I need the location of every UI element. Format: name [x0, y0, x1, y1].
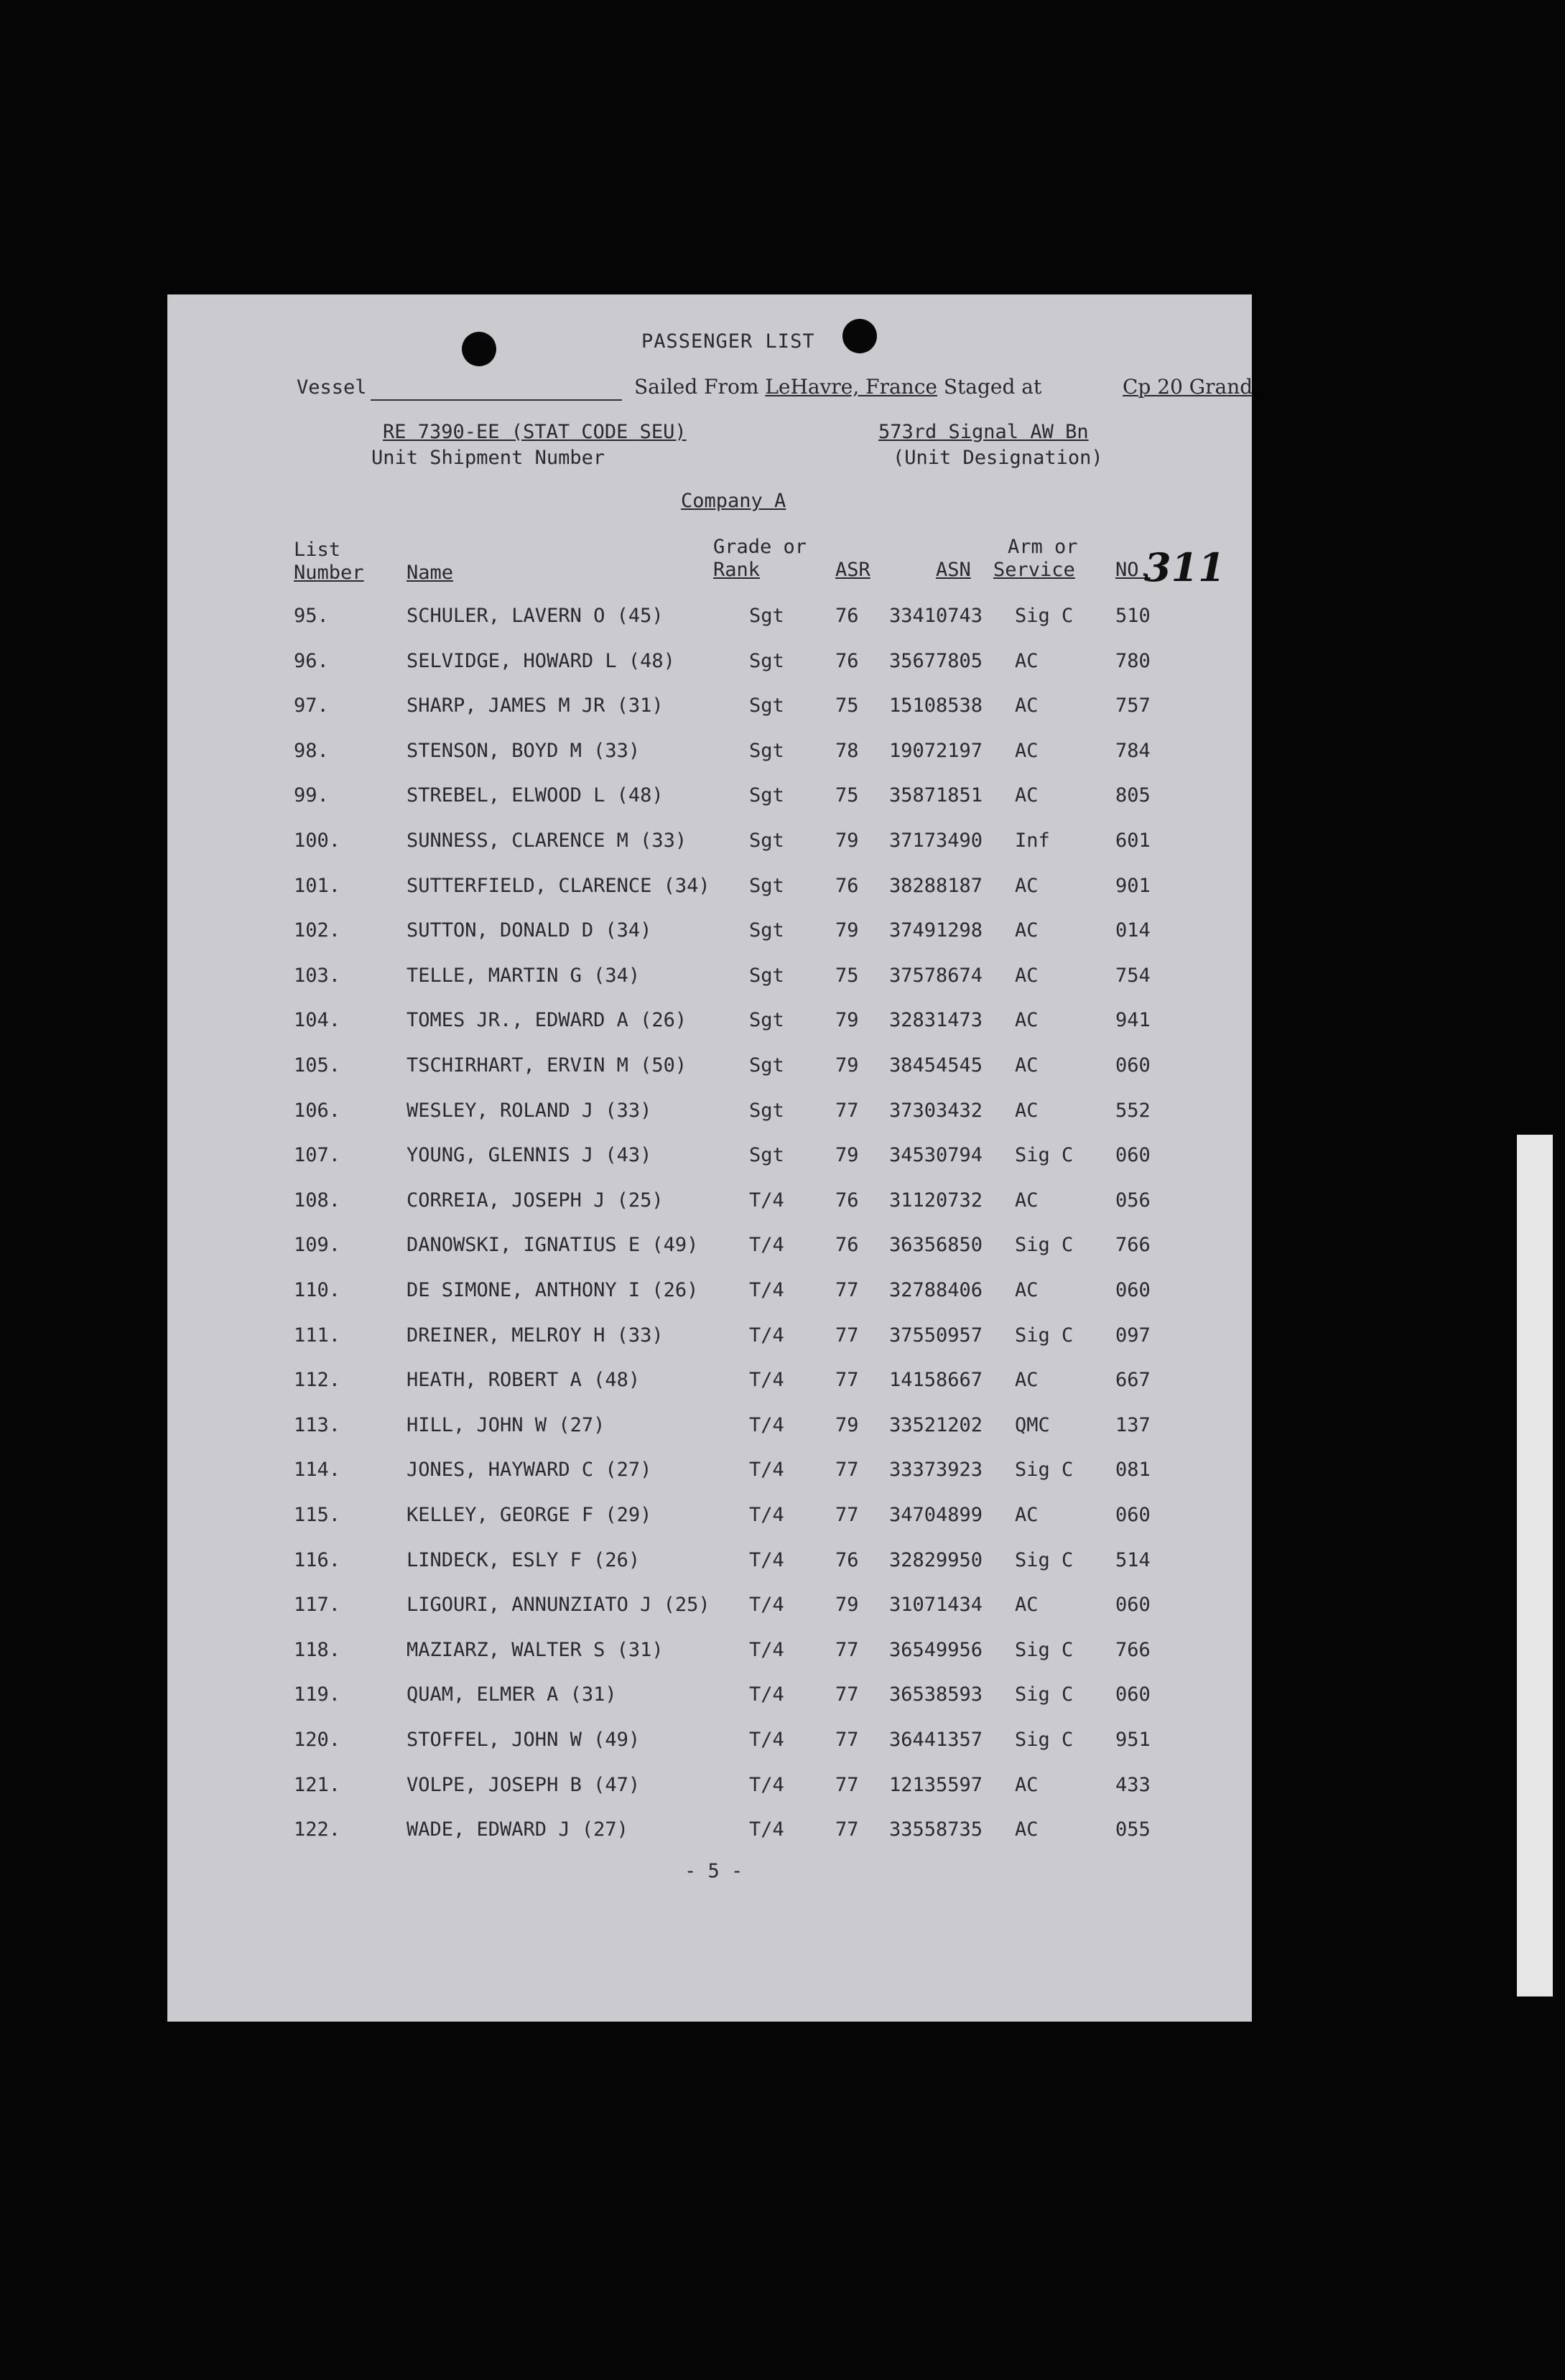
cell-grade: T/4	[749, 1189, 784, 1212]
cell-grade: T/4	[749, 1729, 784, 1751]
cell-num: 120.	[294, 1729, 341, 1751]
table-row	[167, 1459, 1252, 1500]
cell-grade: T/4	[749, 1548, 784, 1571]
cell-asn: 36538593	[889, 1683, 983, 1706]
cell-no: 601	[1115, 829, 1151, 852]
page-stamp-number: 311	[1144, 544, 1225, 590]
cell-no: 056	[1115, 1189, 1151, 1212]
table-row	[167, 1369, 1252, 1410]
col-header-asr: ASR	[835, 559, 870, 581]
document-title: PASSENGER LIST	[641, 330, 815, 353]
table-row	[167, 1234, 1252, 1275]
cell-asn: 37173490	[889, 829, 983, 852]
cell-grade: Sgt	[749, 1099, 784, 1122]
table-row	[167, 1144, 1252, 1186]
cell-asn: 38288187	[889, 874, 983, 897]
cell-no: 137	[1115, 1413, 1151, 1436]
cell-num: 101.	[294, 874, 341, 897]
cell-name: SUTTERFIELD, CLARENCE (34)	[407, 874, 710, 897]
cell-arm: AC	[1015, 1504, 1039, 1526]
cell-no: 097	[1115, 1324, 1151, 1347]
cell-asr: 77	[835, 1369, 859, 1392]
cell-asr: 77	[835, 1504, 859, 1526]
cell-no: 667	[1115, 1369, 1151, 1392]
col-header-grade-line1: Grade or	[713, 536, 807, 558]
cell-name: KELLEY, GEORGE F (29)	[407, 1504, 652, 1526]
cell-name: WESLEY, ROLAND J (33)	[407, 1099, 652, 1122]
cell-asn: 19072197	[889, 739, 983, 762]
table-row	[167, 1774, 1252, 1816]
cell-num: 119.	[294, 1683, 341, 1706]
cell-num: 115.	[294, 1504, 341, 1526]
cell-grade: T/4	[749, 1234, 784, 1257]
cell-no: 060	[1115, 1594, 1151, 1617]
cell-num: 105.	[294, 1054, 341, 1077]
table-row	[167, 1549, 1252, 1591]
cell-num: 97.	[294, 694, 329, 717]
table-row	[167, 1009, 1252, 1051]
cell-asr: 76	[835, 1189, 859, 1212]
cell-asn: 31071434	[889, 1594, 983, 1617]
cell-arm: AC	[1015, 1009, 1039, 1032]
cell-arm: Inf	[1015, 829, 1050, 852]
cell-num: 116.	[294, 1548, 341, 1571]
cell-grade: Sgt	[749, 605, 784, 627]
cell-grade: Sgt	[749, 919, 784, 942]
col-header-list-line1: List	[294, 539, 341, 561]
cell-grade: T/4	[749, 1638, 784, 1661]
cell-asr: 77	[835, 1773, 859, 1796]
cell-num: 111.	[294, 1324, 341, 1347]
col-header-no: NO.	[1115, 559, 1151, 581]
vessel-label: Vessel	[297, 376, 367, 399]
table-row	[167, 784, 1252, 826]
cell-grade: Sgt	[749, 964, 784, 987]
cell-asr: 75	[835, 784, 859, 807]
cell-grade: T/4	[749, 1279, 784, 1301]
cell-asn: 36441357	[889, 1729, 983, 1751]
col-header-arm-line2: Service	[993, 559, 1075, 581]
cell-name: HILL, JOHN W (27)	[407, 1413, 605, 1436]
cell-grade: Sgt	[749, 649, 784, 672]
cell-arm: AC	[1015, 1818, 1039, 1841]
cell-no: 901	[1115, 874, 1151, 897]
cell-asn: 32788406	[889, 1279, 983, 1301]
cell-asr: 77	[835, 1638, 859, 1661]
col-header-arm-line1: Arm or	[1008, 536, 1078, 558]
cell-no: 941	[1115, 1009, 1151, 1032]
table-row	[167, 605, 1252, 646]
cell-arm: QMC	[1015, 1413, 1050, 1436]
cell-arm: Sig C	[1015, 1234, 1074, 1257]
cell-num: 106.	[294, 1099, 341, 1122]
cell-name: MAZIARZ, WALTER S (31)	[407, 1638, 664, 1661]
cell-num: 103.	[294, 964, 341, 987]
staged-value: Cp 20 Grand	[1123, 375, 1253, 399]
table-row	[167, 1594, 1252, 1635]
cell-num: 102.	[294, 919, 341, 942]
col-header-name: Name	[407, 562, 454, 584]
cell-arm: AC	[1015, 1099, 1039, 1122]
unit-shipment-number: RE 7390-EE (STAT CODE SEU)	[383, 421, 687, 443]
cell-arm: Sig C	[1015, 605, 1074, 627]
cell-asn: 37550957	[889, 1324, 983, 1347]
cell-num: 104.	[294, 1009, 341, 1032]
cell-asr: 79	[835, 1594, 859, 1617]
table-row	[167, 694, 1252, 736]
cell-asr: 76	[835, 605, 859, 627]
table-row	[167, 1729, 1252, 1770]
cell-asr: 79	[835, 1413, 859, 1436]
cell-asn: 37491298	[889, 919, 983, 942]
cell-asr: 76	[835, 874, 859, 897]
table-row	[167, 1504, 1252, 1545]
cell-name: LINDECK, ESLY F (26)	[407, 1548, 641, 1571]
cell-arm: Sig C	[1015, 1144, 1074, 1167]
cell-arm: AC	[1015, 874, 1039, 897]
cell-name: STOFFEL, JOHN W (49)	[407, 1729, 641, 1751]
cell-asn: 15108538	[889, 694, 983, 717]
cell-name: TOMES JR., EDWARD A (26)	[407, 1009, 687, 1032]
unit-designation-label: (Unit Designation)	[893, 447, 1103, 469]
table-row	[167, 1414, 1252, 1456]
table-row	[167, 919, 1252, 961]
cell-arm: AC	[1015, 1189, 1039, 1212]
cell-arm: AC	[1015, 649, 1039, 672]
cell-num: 114.	[294, 1459, 341, 1482]
cell-arm: Sig C	[1015, 1459, 1074, 1482]
cell-asn: 33521202	[889, 1413, 983, 1436]
cell-no: 060	[1115, 1144, 1151, 1167]
cell-name: SHARP, JAMES M JR (31)	[407, 694, 664, 717]
cell-num: 118.	[294, 1638, 341, 1661]
cell-asr: 77	[835, 1683, 859, 1706]
cell-name: JONES, HAYWARD C (27)	[407, 1459, 652, 1482]
cell-asr: 79	[835, 1054, 859, 1077]
cell-asn: 36549956	[889, 1638, 983, 1661]
cell-num: 121.	[294, 1773, 341, 1796]
cell-num: 117.	[294, 1594, 341, 1617]
cell-asn: 33410743	[889, 605, 983, 627]
cell-name: QUAM, ELMER A (31)	[407, 1683, 617, 1706]
cell-name: DREINER, MELROY H (33)	[407, 1324, 664, 1347]
cell-grade: T/4	[749, 1459, 784, 1482]
cell-asr: 77	[835, 1818, 859, 1841]
cell-asr: 78	[835, 739, 859, 762]
unit-designation-value: 573rd Signal AW Bn	[878, 421, 1089, 443]
cell-arm: AC	[1015, 1594, 1039, 1617]
punch-hole-right-icon	[842, 319, 877, 353]
cell-asr: 77	[835, 1729, 859, 1751]
cell-arm: AC	[1015, 964, 1039, 987]
table-row	[167, 1189, 1252, 1231]
cell-name: SCHULER, LAVERN O (45)	[407, 605, 664, 627]
cell-asn: 12135597	[889, 1773, 983, 1796]
cell-grade: Sgt	[749, 1144, 784, 1167]
cell-grade: T/4	[749, 1504, 784, 1526]
cell-no: 754	[1115, 964, 1151, 987]
cell-num: 109.	[294, 1234, 341, 1257]
adjacent-page-edge	[1517, 1135, 1553, 1996]
cell-num: 122.	[294, 1818, 341, 1841]
cell-name: YOUNG, GLENNIS J (43)	[407, 1144, 652, 1167]
cell-grade: Sgt	[749, 1009, 784, 1032]
cell-num: 110.	[294, 1279, 341, 1301]
cell-no: 433	[1115, 1773, 1151, 1796]
cell-grade: T/4	[749, 1818, 784, 1841]
cell-grade: T/4	[749, 1594, 784, 1617]
cell-no: 510	[1115, 605, 1151, 627]
cell-asn: 37578674	[889, 964, 983, 987]
cell-arm: AC	[1015, 1773, 1039, 1796]
cell-num: 99.	[294, 784, 329, 807]
sailed-from-label: Sailed From	[634, 375, 759, 399]
cell-asr: 76	[835, 1234, 859, 1257]
cell-asn: 33373923	[889, 1459, 983, 1482]
cell-no: 766	[1115, 1234, 1151, 1257]
col-header-grade-line2: Rank	[713, 559, 761, 581]
cell-asn: 32829950	[889, 1548, 983, 1571]
cell-asn: 36356850	[889, 1234, 983, 1257]
cell-asr: 79	[835, 829, 859, 852]
cell-no: 805	[1115, 784, 1151, 807]
cell-asn: 34530794	[889, 1144, 983, 1167]
cell-name: VOLPE, JOSEPH B (47)	[407, 1773, 641, 1796]
table-row	[167, 875, 1252, 916]
cell-name: SELVIDGE, HOWARD L (48)	[407, 649, 675, 672]
cell-num: 112.	[294, 1369, 341, 1392]
cell-arm: AC	[1015, 1279, 1039, 1301]
cell-name: SUNNESS, CLARENCE M (33)	[407, 829, 687, 852]
col-header-grade	[713, 536, 807, 582]
cell-num: 98.	[294, 739, 329, 762]
col-header-list-number	[294, 539, 364, 585]
cell-grade: Sgt	[749, 784, 784, 807]
cell-grade: Sgt	[749, 874, 784, 897]
cell-no: 060	[1115, 1054, 1151, 1077]
unit-shipment-label: Unit Shipment Number	[371, 447, 605, 469]
cell-asn: 35871851	[889, 784, 983, 807]
table-row	[167, 650, 1252, 692]
document-page	[167, 294, 1252, 2022]
cell-name: DE SIMONE, ANTHONY I (26)	[407, 1279, 699, 1301]
table-row	[167, 1324, 1252, 1366]
cell-arm: AC	[1015, 694, 1039, 717]
cell-grade: Sgt	[749, 1054, 784, 1077]
cell-asn: 35677805	[889, 649, 983, 672]
cell-asr: 77	[835, 1459, 859, 1482]
cell-asr: 77	[835, 1099, 859, 1122]
sailed-from	[634, 375, 1041, 399]
cell-num: 96.	[294, 649, 329, 672]
cell-no: 757	[1115, 694, 1151, 717]
cell-num: 107.	[294, 1144, 341, 1167]
cell-asn: 33558735	[889, 1818, 983, 1841]
cell-asn: 34704899	[889, 1504, 983, 1526]
cell-arm: Sig C	[1015, 1548, 1074, 1571]
col-header-arm	[993, 536, 1078, 582]
cell-asr: 77	[835, 1279, 859, 1301]
cell-arm: AC	[1015, 919, 1039, 942]
cell-no: 951	[1115, 1729, 1151, 1751]
cell-asr: 79	[835, 919, 859, 942]
table-row	[167, 1100, 1252, 1141]
cell-arm: AC	[1015, 784, 1039, 807]
cell-num: 100.	[294, 829, 341, 852]
cell-num: 108.	[294, 1189, 341, 1212]
cell-asn: 14158667	[889, 1369, 983, 1392]
cell-asr: 79	[835, 1144, 859, 1167]
cell-asr: 79	[835, 1009, 859, 1032]
cell-asn: 38454545	[889, 1054, 983, 1077]
cell-asn: 32831473	[889, 1009, 983, 1032]
cell-name: SUTTON, DONALD D (34)	[407, 919, 652, 942]
cell-arm: Sig C	[1015, 1638, 1074, 1661]
cell-no: 060	[1115, 1683, 1151, 1706]
cell-name: STENSON, BOYD M (33)	[407, 739, 641, 762]
staged-label: Staged at	[943, 375, 1042, 399]
cell-no: 055	[1115, 1818, 1151, 1841]
table-row	[167, 1683, 1252, 1725]
cell-grade: T/4	[749, 1683, 784, 1706]
cell-asn: 31120732	[889, 1189, 983, 1212]
cell-arm: Sig C	[1015, 1683, 1074, 1706]
cell-asn: 37303432	[889, 1099, 983, 1122]
cell-asr: 76	[835, 649, 859, 672]
cell-asr: 75	[835, 964, 859, 987]
cell-no: 060	[1115, 1279, 1151, 1301]
punch-hole-left-icon	[462, 332, 496, 366]
col-header-asn: ASN	[936, 559, 971, 581]
cell-num: 113.	[294, 1413, 341, 1436]
cell-no: 081	[1115, 1459, 1151, 1482]
table-row	[167, 740, 1252, 781]
table-row	[167, 1818, 1252, 1860]
table-row	[167, 1054, 1252, 1096]
cell-arm: AC	[1015, 739, 1039, 762]
page-number: - 5 -	[684, 1860, 743, 1882]
col-header-list-line2: Number	[294, 562, 364, 584]
cell-no: 514	[1115, 1548, 1151, 1571]
cell-num: 95.	[294, 605, 329, 627]
cell-grade: T/4	[749, 1773, 784, 1796]
cell-name: LIGOURI, ANNUNZIATO J (25)	[407, 1594, 710, 1617]
cell-arm: AC	[1015, 1054, 1039, 1077]
cell-name: HEATH, ROBERT A (48)	[407, 1369, 641, 1392]
cell-name: STREBEL, ELWOOD L (48)	[407, 784, 664, 807]
table-row	[167, 829, 1252, 871]
cell-name: TSCHIRHART, ERVIN M (50)	[407, 1054, 687, 1077]
cell-no: 766	[1115, 1638, 1151, 1661]
table-row	[167, 964, 1252, 1006]
cell-asr: 75	[835, 694, 859, 717]
table-row	[167, 1279, 1252, 1321]
cell-grade: T/4	[749, 1413, 784, 1436]
cell-grade: Sgt	[749, 739, 784, 762]
vessel-blank-line	[371, 399, 622, 401]
cell-grade: Sgt	[749, 694, 784, 717]
cell-no: 060	[1115, 1504, 1151, 1526]
cell-no: 784	[1115, 739, 1151, 762]
cell-name: DANOWSKI, IGNATIUS E (49)	[407, 1234, 699, 1257]
cell-no: 552	[1115, 1099, 1151, 1122]
cell-asr: 76	[835, 1548, 859, 1571]
cell-arm: Sig C	[1015, 1324, 1074, 1347]
cell-name: TELLE, MARTIN G (34)	[407, 964, 641, 987]
cell-arm: Sig C	[1015, 1729, 1074, 1751]
cell-no: 014	[1115, 919, 1151, 942]
cell-grade: Sgt	[749, 829, 784, 852]
cell-grade: T/4	[749, 1369, 784, 1392]
cell-arm: AC	[1015, 1369, 1039, 1392]
sailed-from-value: LeHavre, France	[765, 375, 937, 399]
cell-no: 780	[1115, 649, 1151, 672]
cell-grade: T/4	[749, 1324, 784, 1347]
company-heading: Company A	[681, 490, 786, 512]
table-row	[167, 1639, 1252, 1681]
cell-asr: 77	[835, 1324, 859, 1347]
cell-name: CORREIA, JOSEPH J (25)	[407, 1189, 664, 1212]
cell-name: WADE, EDWARD J (27)	[407, 1818, 628, 1841]
